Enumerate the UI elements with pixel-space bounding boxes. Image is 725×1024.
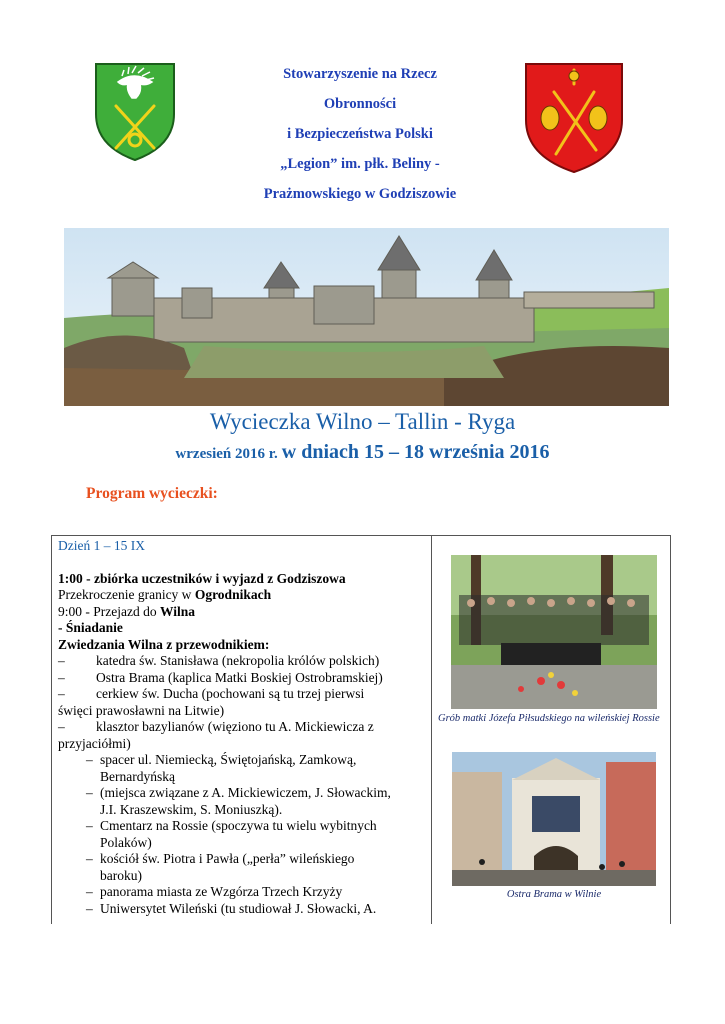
list-item-continued: J.I. Kraszewskim, S. Moniuszką). (100, 801, 283, 817)
schedule-line: 1:00 - zbiórka uczestników i wyjazd z Godziszowa (58, 570, 346, 586)
day-label: Dzień 1 – 15 IX (58, 538, 145, 553)
list-item: – katedra św. Stanisława (nekropolia królów polskich) (58, 653, 380, 668)
list-item: – Cmentarz na Rossie (spoczywa tu wielu wybitnych (86, 818, 377, 833)
group-photo-rossa (451, 555, 657, 709)
list-item-continued: Bernardyńską (100, 768, 175, 784)
photo-caption: Ostra Brama w Wilnie (506, 889, 602, 900)
program-heading: Program wycieczki: (86, 485, 218, 502)
green-shield-deer-crest-icon (94, 62, 176, 162)
trip-dates (0, 441, 725, 464)
date-range: w dniach 15 – 18 września 2016 (281, 441, 550, 463)
table-column-divider (431, 535, 432, 924)
org-line: Stowarzyszenie na Rzecz (283, 66, 437, 82)
schedule-line: Zwiedzania Wilna z przewodnikiem: (58, 636, 270, 652)
photo-caption: Grób matki Józefa Piłsudskiego na wileńskiej Rossie (438, 713, 660, 724)
org-line: Obronności (323, 96, 397, 112)
castle-banner-photo (64, 228, 669, 406)
schedule-line: 9:00 - Przejazd do Wilna (58, 603, 195, 619)
list-item-continued: święci prawosławni na Litwie) (58, 702, 225, 718)
list-item: – klasztor bazylianów (więziono tu A. Mickiewicza z (58, 719, 374, 734)
list-item: – (miejsca związane z A. Mickiewiczem, J. Słowackim, (86, 785, 391, 800)
ostra-brama-photo (452, 752, 656, 886)
schedule-line: - Śniadanie (58, 620, 123, 635)
schedule-line: Przekroczenie granicy w Ogrodnikach (58, 587, 272, 602)
date-month: wrzesień 2016 r. (175, 446, 278, 462)
list-item: – Ostra Brama (kaplica Matki Boskiej Ostrobramskiej) (58, 669, 383, 685)
org-line: Prażmowskiego w Godziszowie (263, 186, 457, 202)
list-item-continued: przyjaciółmi) (58, 735, 131, 751)
list-item: – panorama miasta ze Wzgórza Trzech Krzyży (86, 884, 343, 899)
trip-title: Wycieczka Wilno – Tallin - Ryga (209, 409, 516, 434)
day1-cell (58, 538, 428, 917)
list-item-continued: baroku) (100, 867, 142, 883)
org-line: „Legion” im. płk. Beliny - (280, 156, 440, 172)
list-item: – cerkiew św. Ducha (pochowani są tu trzej pierwsi (58, 686, 365, 701)
list-item: – spacer ul. Niemiecką, Świętojańską, Zamkową, (86, 752, 357, 767)
list-item: – kościół św. Piotra i Pawła („perła” wileńskiego (86, 851, 355, 866)
red-shield-bees-crest-icon (524, 62, 624, 174)
list-item: – Uniwersytet Wileński (tu studiował J. Słowacki, A. (86, 900, 377, 916)
list-item-continued: Polaków) (100, 834, 152, 850)
organization-name (190, 59, 530, 209)
org-line: i Bezpieczeństwa Polski (287, 126, 433, 142)
